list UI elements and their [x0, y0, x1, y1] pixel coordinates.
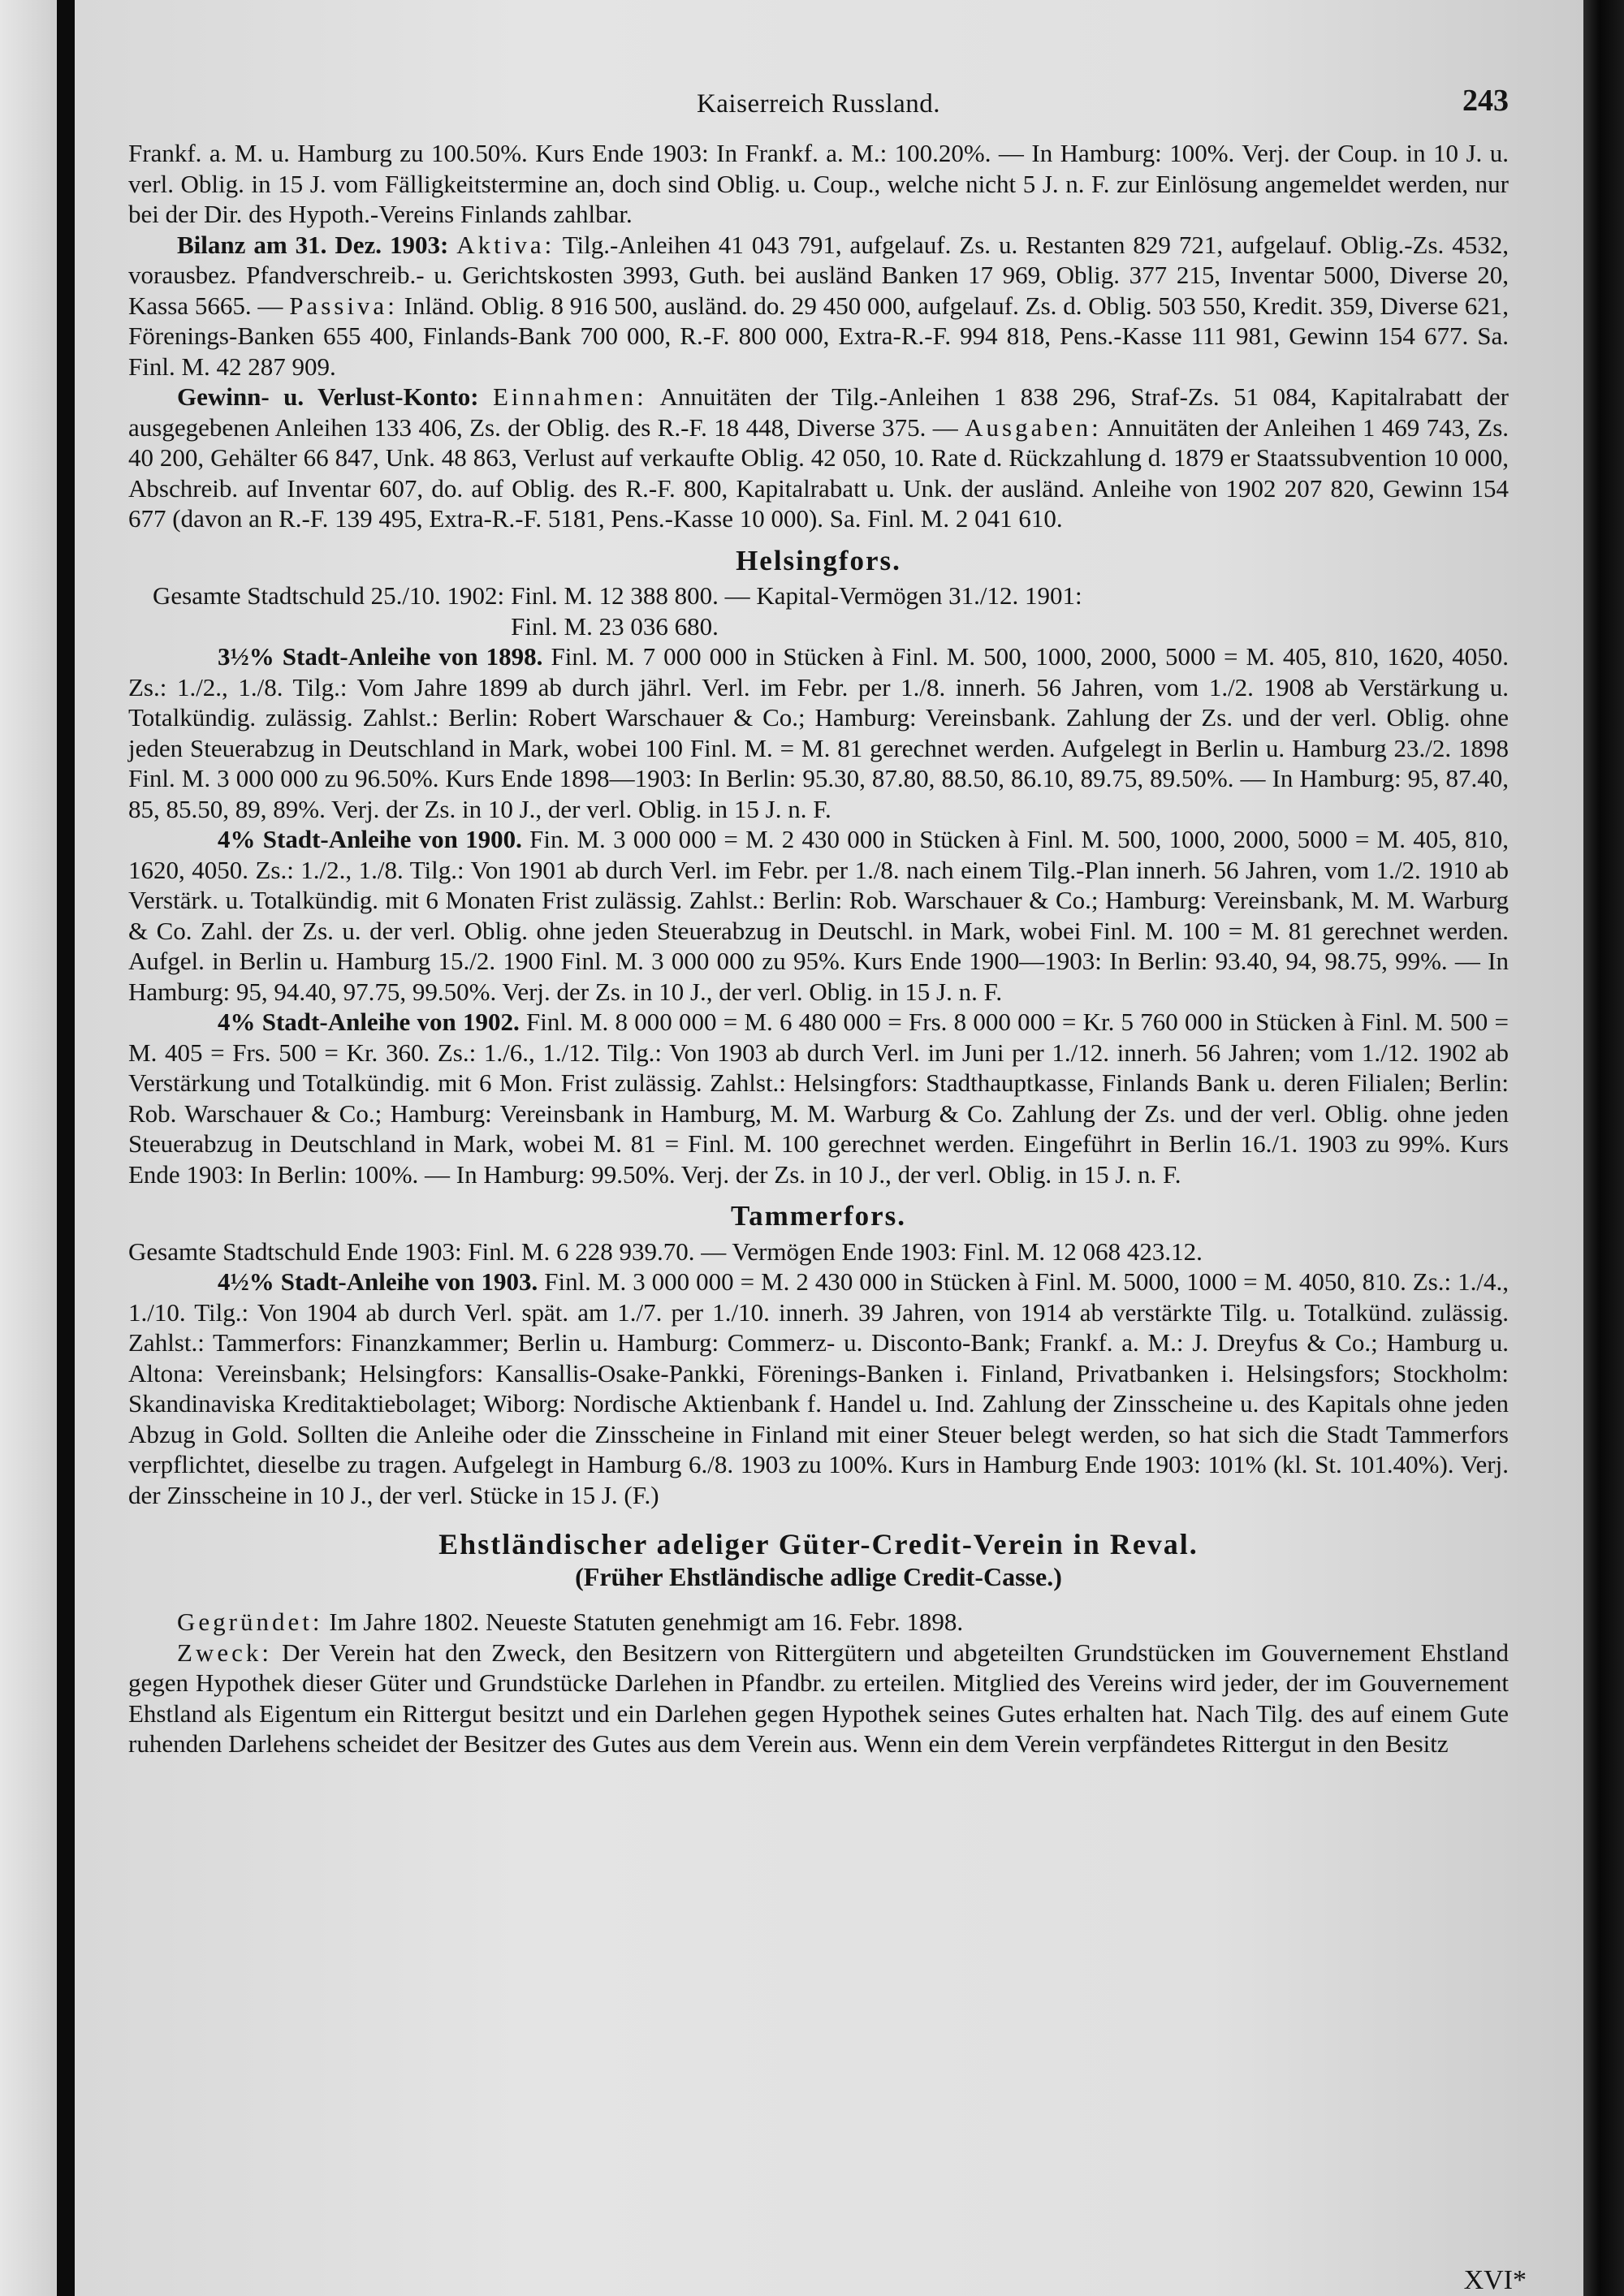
loan-paragraph-1903 — [128, 1267, 1509, 1510]
loan-text: Fin. M. 3 000 000 = M. 2 430 000 in Stücken à Finl. M. 500, 1000, 2000, 5000 = M. 405, 810, 1620, 4050. Zs.: 1./2., 1./8. Tilg.: Von 1901 ab durch Verl. im Febr. per 1./8. nach einem Tilg.-Plan innerh. 56 Jahren, vom 1./2. 1910 ab Verstärk. u. Totalkündig. mit 6 Monaten Frist zulässig. Zahlst.: Berlin: Rob. Warschauer & Co.; Hamburg: Vereinsbank, M. M. Warburg & Co. Zahl. der Zs. u. der verl. Oblig. ohne jeden Steuerabzug in Deutschl. in Mark, wobei Finl. M. 100 = M. 81 gerechnet werden. Aufgel. in Berlin u. Hamburg 15./2. 1900 Finl. M. 3 000 000 zu 95%. Kurs Ende 1900—1903: In Berlin: 93.40, 94, 98.75, 99%. — In Hamburg: 95, 94.40, 97.75, 99.50%. Verj. der Zs. in 10 J., der verl. Oblig. in 15 J. n. F. — [128, 825, 1509, 1006]
einnahmen-label: Einnahmen: — [493, 382, 647, 411]
bilanz-label: Bilanz am 31. Dez. 1903: — [177, 230, 449, 259]
gegruendet-paragraph — [128, 1607, 1509, 1638]
section-heading-ehstland: Ehstländischer adeliger Güter-Credit-Verein in Reval. — [438, 1528, 1199, 1560]
running-title: Kaiserreich Russland. — [696, 89, 941, 119]
zweck-paragraph — [128, 1638, 1509, 1759]
guv-paragraph — [128, 382, 1509, 534]
section-heading-helsingfors: Helsingfors. — [736, 544, 901, 576]
loan-paragraph-1900 — [128, 824, 1509, 1007]
loan-text: Finl. M. 7 000 000 in Stücken à Finl. M. 500, 1000, 2000, 5000 = M. 405, 810, 1620, 4050. Zs.: 1./2., 1./8. Tilg.: Vom Jahre 1899 ab durch jährl. Verl. im Febr. per 1./8. innerh. 56 Jahren, vom 1./2. 1908 ab Verstärkung u. Totalkündig. zulässig. Zahlst.: Berlin: Robert Warschauer & Co.; Hamburg: Vereinsbank. Zahlung der Zs. und der verl. Oblig. ohne jeden Steuerabzug in Deutschland in Mark, wobei 100 Finl. M. = M. 81 gerechnet werden. Aufgelegt in Berlin u. Hamburg 23./2. 1898 Finl. M. 3 000 000 zu 96.50%. Kurs Ende 1898—1903: In Berlin: 95.30, 87.80, 88.50, 86.10, 89.75, 89.50%. — In Hamburg: 95, 87.40, 85, 85.50, 89, 89%. Verj. der Zs. in 10 J., der verl. Oblig. in 15 J. n. F. — [128, 642, 1510, 823]
aktiva-label: Aktiva: — [456, 230, 555, 259]
debt-line-1: Finl. M. 12 388 800. — Kapital-Vermögen 31./12. 1901: — [511, 581, 1082, 610]
guv-label: Gewinn- u. Verlust-Konto: — [177, 382, 479, 411]
loan-paragraph-1902 — [128, 1007, 1509, 1189]
loan-title: 4½% Stadt-Anleihe von 1903. — [218, 1267, 538, 1296]
gegruendet-label: Gegründet: — [177, 1608, 323, 1636]
loan-text: Finl. M. 3 000 000 = M. 2 430 000 in Stücken à Finl. M. 5000, 1000 = M. 4050, 810. Zs.: 1./4., 1./10. Tilg.: Von 1904 ab durch Verl. spät. am 1./7. per 1./10. innerh. 39 Jahren, von 1914 ab verstärkte Tilg. u. Totalkünd. zulässig. Zahlst.: Tammerfors: Finanzkammer; Berlin u. Hamburg: Commerz- u. Disconto-Bank; Frankf. a. M.: J. Dreyfus & Co.; Hamburg u. Altona: Vereinsbank; Helsingfors: Kansallis-Osake-Pankki, Förenings-Banken i. Finland, Privatbanken i. Helsingsfors; Stockholm: Skandinaviska Kreditaktiebolaget; Wiborg: Nordische Aktienbank f. Handel u. Ind. Zahlung der Zinsscheine u. des Kapitals ohne jeden Abzug in Gold. Sollten die Anleihe oder die Zinsscheine in Finland mit einer Steuer belegt werden, so hat sich die Stadt Tammerfors verpflichtet, dieselbe zu tragen. Aufgelegt in Hamburg 6./8. 1903 zu 100%. Kurs in Hamburg Ende 1903: 101% (kl. St. 101.40%). Verj. der Zinsscheine in 10 J., der verl. Stücke in 15 J. (F.) — [128, 1267, 1510, 1509]
loan-title: 4% Stadt-Anleihe von 1900. — [218, 825, 522, 853]
section-heading-tammerfors: Tammerfors. — [730, 1200, 907, 1232]
scan-edge-right — [1583, 0, 1624, 2296]
loan-text: Finl. M. 8 000 000 = M. 6 480 000 = Frs. 8 000 000 = Kr. 5 760 000 in Stücken à Finl. M. 500 = M. 405 = Frs. 500 = Kr. 360. Zs.: 1./6., 1./12. Tilg.: Von 1903 ab durch Verl. im Juni per 1./12. innerh. 56 Jahren; vom 1./12. 1902 ab Verstärkung und Totalkündig. mit 6 Mon. Frist zulässig. Zahlst.: Helsingfors: Stadthauptkasse, Finlands Bank u. deren Filialen; Berlin: Rob. Warschauer & Co.; Hamburg: Vereinsbank in Hamburg, M. M. Warburg & Co. Zahlung der Zs. und der verl. Oblig. ohne jeden Steuerabzug in Deutschland in Mark, wobei M. 81 = Finl. M. 100 gerechnet werden. Eingeführt in Berlin 16./1. 1903 zu 99%. Kurs Ende 1903: In Berlin: 100%. — In Hamburg: 99.50%. Verj. der Zs. in 10 J., der verl. Oblig. in 15 J. n. F. — [128, 1008, 1509, 1189]
aktiva-text: Tilg.-Anleihen 41 043 791, aufgelauf. Zs. u. Restanten 829 721, aufgelauf. Oblig.-Zs. 4532, vorausbez. Pfandverschreib.- u. Gerichtskosten 3993, Guth. bei ausländ Banken 17 969, Oblig. 377 215, Inventar 5000, Diverse 20, Kassa 5665. — — [128, 230, 1509, 320]
ausgaben-text: Annuitäten der Anleihen 1 469 743, Zs. 40 200, Gehälter 66 847, Unk. 48 863, Verlust auf verkaufte Oblig. 42 050, 10. Rate d. Rückzahlung d. 1879 er Staatssubvention 10 000, Abschreib. auf Inventar 607, do. auf Oblig. des R.-F. 800, Kapitalrabatt u. Unk. der ausländ. Anleihe von 1902 207 820, Gewinn 154 677 (davon an R.-F. 139 495, Extra-R.-F. 5181, Pens.-Kasse 10 000). Sa. Finl. M. 2 041 610. — [128, 412, 1510, 533]
loan-title: 3½% Stadt-Anleihe von 1898. — [218, 642, 543, 671]
zweck-label: Zweck: — [177, 1638, 272, 1667]
scan-margin — [0, 0, 57, 2296]
debt-line-2: Finl. M. 23 036 680. — [511, 611, 719, 641]
section-subheading-ehstland: (Früher Ehstländische adlige Credit-Casse.) — [575, 1561, 1062, 1591]
book-spine — [57, 0, 75, 2296]
loan-paragraph-1898 — [128, 641, 1509, 824]
debt-values — [504, 580, 1484, 641]
signature-mark: XVI* — [1463, 2265, 1527, 2295]
passiva-text: Inländ. Oblig. 8 916 500, ausländ. do. 29 450 000, aufgelauf. Zs. d. Oblig. 503 550, Kredit. 359, Diverse 621, Förenings-Banken 655 400, Finlands-Bank 700 000, R.-F. 800 000, Extra-R.-F. 994 818, Pens.-Kasse 111 981, Gewinn 154 677. Sa. Finl. M. 42 287 909. — [128, 291, 1509, 381]
intro-paragraph: Frankf. a. M. u. Hamburg zu 100.50%. Kurs Ende 1903: In Frankf. a. M.: 100.20%. — In Hamburg: 100%. Verj. der Coup. in 10 J. u. verl. Oblig. in 15 J. vom Fälligkeitstermine an, doch sind Oblig. u. Coup., welche nicht 5 J. n. F. zur Einlösung angemeldet werden, nur bei der Dir. des Hypoth.-Vereins Finlands zahlbar. — [128, 139, 1509, 228]
page-number: 243 — [1462, 84, 1509, 118]
loan-title: 4% Stadt-Anleihe von 1902. — [218, 1008, 520, 1036]
running-header — [128, 81, 1509, 138]
debt-label: Gesamte Stadtschuld 25./10. 1902: — [153, 581, 505, 610]
zweck-text: Der Verein hat den Zweck, den Besitzern von Rittergütern und abgeteilten Grundstücken im Gouvernement Ehstland gegen Hypothek dieser Güter und Grundstücke Darlehen in Pfandbr. zu erteilen. Mitglied des Vereins wird jeder, der im Gouvernement Ehstland als Eigentum ein Rittergut besitzt und ein Darlehen gegen Hypothek seines Gutes erhalten hat. Nach Tilg. des auf einem Gute ruhenden Darlehens scheidet der Besitzer des Gutes aus dem Verein aus. Wenn ein dem Verein verpfändetes Rittergut in den Besitz — [128, 1638, 1509, 1758]
text-column — [128, 81, 1509, 1759]
document-page — [75, 0, 1583, 2296]
bilanz-paragraph — [128, 230, 1509, 382]
tammerfors-debt-summary: Gesamte Stadtschuld Ende 1903: Finl. M. 6 228 939.70. — Vermögen Ende 1903: Finl. M. 12 068 423.12. — [128, 1236, 1203, 1266]
passiva-label: Passiva: — [289, 291, 398, 320]
gegruendet-text: Im Jahre 1802. Neueste Statuten genehmigt am 16. Febr. 1898. — [329, 1608, 964, 1636]
ausgaben-label: Ausgaben: — [965, 412, 1102, 442]
helsingfors-debt-summary — [128, 580, 1509, 641]
einnahmen-text: Annuitäten der Tilg.-Anleihen 1 838 296, Straf-Zs. 51 084, Kapitalrabatt der ausgegebenen Anleihen 133 406, Zs. der Oblig. des R.-F. 18 448, Diverse 375. — — [128, 382, 1509, 442]
